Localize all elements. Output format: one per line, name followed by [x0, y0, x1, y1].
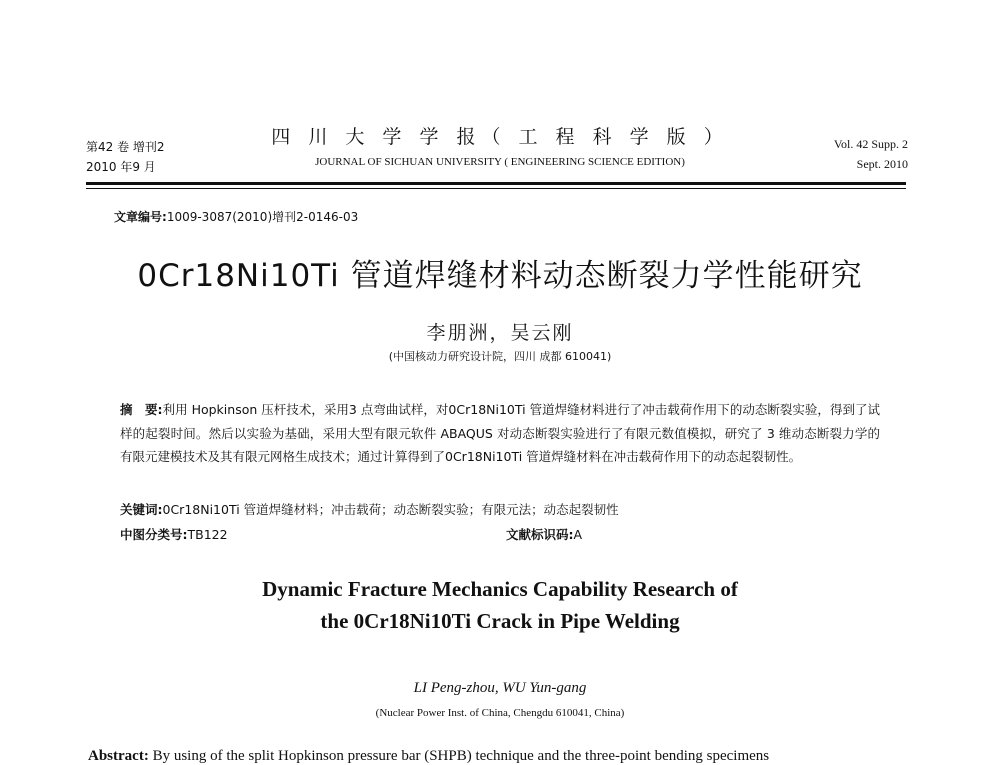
doc-code-label: 文献标识码: [506, 527, 574, 542]
abstract-en-text: By using of the split Hopkinson pressure bar (SHPB) technique and the three-point bending specimens [152, 748, 770, 764]
abstract-cn-text: 利用 Hopkinson 压杆技术，采用3 点弯曲试样，对0Cr18Ni10Ti 管道焊缝材料进行了冲击载荷作用下的动态断裂实验，得到了试样的起裂时间。然后以实验为基础，采用大型有限元软件 ABAQUS 对动态断裂实验进行了有限元数值模拟，研究了 3 维动态断裂力学的有限元建模技术及其有限元网格生成技术；通过计算得到了0Cr18Ni10Ti 管道焊缝材料在冲击载荷作用下的动态起裂韧性。 [120, 402, 880, 464]
keywords-text: 0Cr18Ni10Ti 管道焊缝材料；冲击载荷；动态断裂实验；有限元法；动态起裂韧性 [162, 502, 619, 517]
clc-value: TB122 [187, 527, 228, 542]
keywords-label: 关键词: [120, 502, 163, 517]
clc-label: 中图分类号: [120, 527, 188, 542]
document-code [506, 525, 582, 543]
journal-title-en: JOURNAL OF SICHUAN UNIVERSITY ( ENGINEERING SCIENCE EDITION) [315, 156, 685, 168]
journal-title-cn: 四 川 大 学 学 报（ 工 程 科 学 版 ） [271, 126, 729, 148]
header-rule-thick [86, 182, 906, 185]
article-number-value: 1009-3087(2010)增刊2-0146-03 [166, 210, 359, 224]
issue-date-cn: 2010 年9 月 [86, 160, 156, 174]
abstract-en [88, 748, 769, 765]
authors-cn: 李朋洲，吴云刚 [426, 322, 574, 344]
volume-issue: 第42 卷 增刊2 [86, 140, 165, 154]
doc-code-value: A [573, 527, 583, 542]
clc-number [120, 525, 228, 543]
abstract-en-label: Abstract: [88, 748, 149, 764]
volume-supp-en: Vol. 42 Supp. 2 [833, 137, 908, 151]
affiliation-en: (Nuclear Power Inst. of China, Chengdu 610041, China) [375, 707, 625, 719]
header-rule-thin [86, 188, 906, 189]
article-number [114, 208, 358, 225]
page-title-en-line2: the 0Cr18Ni10Ti Crack in Pipe Welding [320, 609, 680, 633]
keywords [120, 500, 619, 518]
issue-date-en: Sept. 2010 [856, 157, 908, 171]
page-title-cn: 0Cr18Ni10Ti 管道焊缝材料动态断裂力学性能研究 [137, 258, 863, 294]
affiliation-cn: (中国核动力研究设计院，四川 成都 610041) [388, 350, 612, 363]
authors-en: LI Peng-zhou, WU Yun-gang [413, 680, 587, 696]
abstract-cn [120, 398, 880, 469]
page-title-en-line1: Dynamic Fracture Mechanics Capability Research of [262, 577, 738, 601]
article-number-label: 文章编号: [114, 210, 167, 224]
abstract-cn-label: 摘 要: [120, 402, 163, 417]
